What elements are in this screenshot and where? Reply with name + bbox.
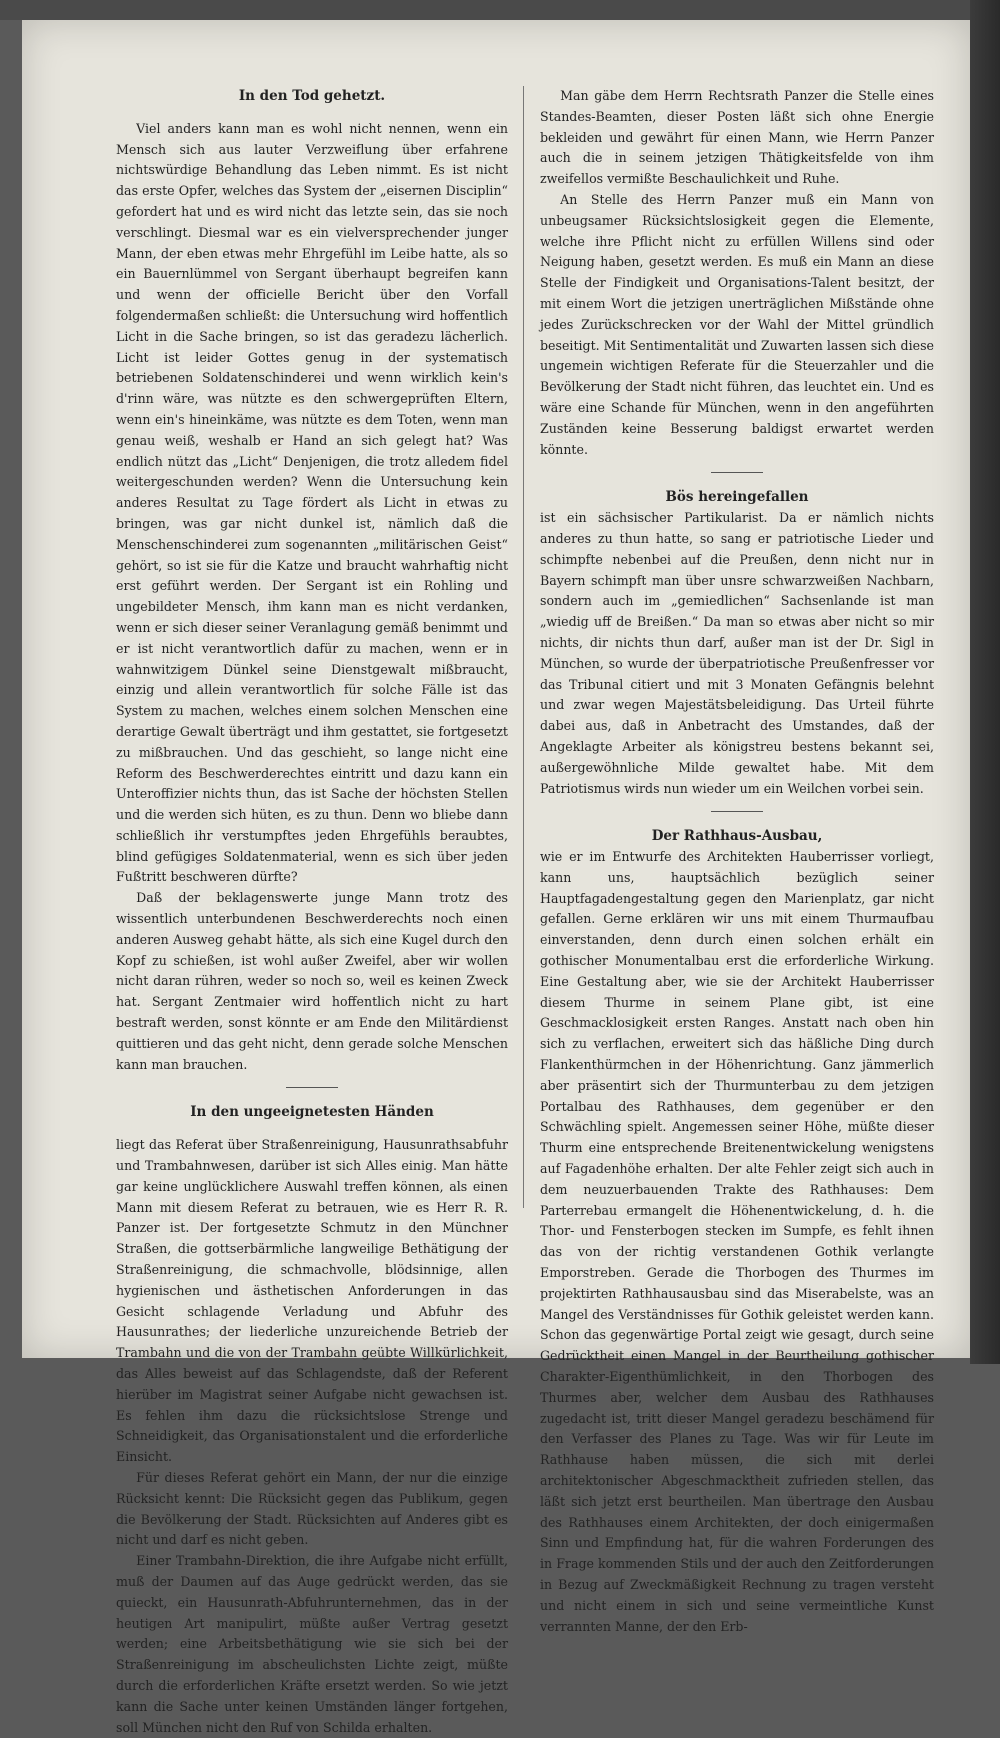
column-divider (523, 86, 524, 1208)
article-separator (286, 1087, 338, 1088)
article-tod-paragraph-1: Viel anders kann man es wohl nicht nennen, wenn ein Mensch sich aus lauter Verzweiflung über erfahrene nichtswürdige Behandlung das Leben nimmt. Es ist nicht das erste Opfer, welches das System der „eisernen Disciplin“ gefordert hat und es wird nicht das letzte sein, das sie noch verschlingt. Diesmal war es ein vielversprechender junger Mann, der eben etwas mehr Ehrgefühl im Leibe hatte, als so ein Bauernlümmel von Sergant überhaupt begreifen kann und wenn der officielle Bericht über den Vorfall folgendermaßen schließt: die Untersuchung wird hoffentlich Licht in die Sache bringen, so ist das geradezu lächerlich. Licht ist leider Gottes genug in der systematisch betriebenen Soldatenschinderei und wenn wirklich kein's d'rinn wäre, was nützte es den schwergeprüften Eltern, wenn ein's hineinkäme, was nützte es dem Toten, wenn man genau weiß, weshalb er Hand an sich gelegt hat? Was endlich nützt das „Licht“ Denjenigen, die trotz alledem fidel weitergeschunden werden? Wenn die Untersuchung kein anderes Resultat zu Tage fördert als Licht in etwas zu bringen, was gar nicht dunkel ist, nämlich daß die Menschenschinderei zum sogenannten „militärischen Geist“ gehört, so ist sie für die Katze und braucht wahrhaftig nicht erst geführt werden. Der Sergant ist ein Rohling und ungebildeter Mensch, ihm kann man es nicht verdanken, wenn er sich dieser seiner Veranlagung gemäß benimmt und er ist nicht verantwortlich dafür zu machen, wenn er in wahnwitzigem Dünkel seine Dienstgewalt mißbraucht, einzig und allein verantwortlich für solche Fälle ist das System zu machen, welches einem solchen Menschen eine derartige Gewalt überträgt und ihm gestattet, sie fortgesetzt zu mißbrauchen. Und das geschieht, so lange nicht eine Reform des Beschwerderechtes eintritt und dazu kann ein Unteroffizier nichts thun, das ist Sache der höchsten Stellen und die werden sich hüten, es zu thun. Denn wo bliebe dann schließlich ihr verstumpftes jeden Ehrgefühls beraubtes, blind gefügiges Soldatenmaterial, wenn es sich über jeden Fußtritt beschweren dürfte? (116, 120, 508, 885)
article-title-rathhaus: Der Rathhaus-Ausbau, (651, 828, 823, 845)
article-title-haenden: In den ungeeignetesten Händen (190, 1104, 434, 1121)
article-rathhaus-paragraph-1: wie er im Entwurfe des Architekten Hauberrisser vorliegt, kann uns, hauptsächlich bezüglich seiner Hauptfagadengestaltung gegen den Marienplatz, gar nicht gefallen. Gerne erklären wir uns mit einem Thurmaufbau einverstanden, denn durch einen solchen erhält ein gothischer Monumentalbau erst die erforderliche Wirkung. Eine Gestaltung aber, wie sie der Architekt Hauberrisser diesem Thurme in seinem Plane gibt, ist eine Geschmacklosigkeit ersten Ranges. Anstatt nach oben hin sich zu verflachen, erweitert sich das häßliche Ding durch Flankenthürmchen in der Höhenrichtung. Ganz jämmerlich aber präsentirt sich der Thurmunterbau zu dem jetzigen Portalbau des Rathhauses, dem gegenüber er den Schwächling spielt. Angemessen seiner Höhe, müßte dieser Thurm eine entsprechende Breitenentwickelung wenigstens auf Fagadenhöhe erhalten. Der alte Fehler zeigt sich auch in dem neuzuerbauenden Trakte des Rathhauses: Dem Parterrebau ermangelt die Höhenentwickelung, d. h. die Thor- und Fensterbogen stecken im Sumpfe, es fehlt ihnen das von der richtig verstandenen Gothik verlangte Emporstreben. Gerade die Thorbogen des Thurmes im projektirten Rathhausausbau sind das Miserabelste, was an Mangel des Verständnisses für Gothik geleistet werden kann. Schon das gegenwärtige Portal zeigt wie gesagt, durch seine Gedrücktheit einen Mangel in der Beurtheilung gothischer Charakter-Eigenthümlichkeit, in den Thorbogen des Thurmes aber, welcher dem Ausbau des Rathhauses zugedacht ist, tritt dieser Mangel geradezu beschämend für den Verfasser des Planes zu Tage. Was wir für Leute im Rathhause haben müssen, die sich mit derlei architektonischer Abgeschmacktheit zufrieden stellen, das läßt sich jetzt erst beurtheilen. Man übertrage den Ausbau des Rathhauses einem Architekten, der doch einigermaßen Sinn und Empfindung hat, für die wahren Forderungen des in Frage kommenden Stils und der auch den Zeitforderungen in Bezug auf Zweckmäßigkeit Rechnung zu tragen versteht und nicht einem in sich und seine vermeintliche Kunst verrannten Manne, der den Erb- (540, 849, 934, 1634)
article-separator (711, 472, 763, 473)
article-tod-paragraph-2: Daß der beklagenswerte junge Mann trotz des wissentlich unterbundenen Beschwerderechts noch einen anderen Ausweg gehabt hätte, als sich eine Kugel durch den Kopf zu schießen, ist wohl außer Zweifel, aber wir wollen nicht daran rühren, weder so noch so, weil es keinen Zweck hat. Sergant Zentmaier wird hoffentlich nicht zu hart bestraft werden, sonst könnte er am Ende den Militärdienst quittieren und das geht nicht, denn gerade solche Menschen kann man brauchen. (116, 890, 508, 1072)
article-haenden-paragraph-1: liegt das Referat über Straßenreinigung, Hausunrathsabfuhr und Trambahnwesen, darüber ist sich Alles einig. Man hätte gar keine unglücklichere Auswahl treffen können, als einen Mann mit diesem Referat zu betrauen, wie es Herr R. R. Panzer ist. Der fortgesetzte Schmutz in den Münchner Straßen, die gottserbärmliche langweilige Bethätigung der Straßenreinigung, die schmachvolle, blödsinnige, allen hygienischen und ästhetischen Anforderungen in das Gesicht schlagende Verladung und Abfuhr des Hausunrathes; der liederliche unzureichende Betrieb der Trambahn und die von der Trambahn geübte Willkürlichkeit, das Alles beweist auf das Schlagendste, daß der Referent hierüber im Magistrat seiner Aufgabe nicht gewachsen ist. Es fehlen ihm dazu die rücksichtslose Strenge und Schneidigkeit, das Organisationstalent und die erforderliche Einsicht. (116, 1137, 508, 1465)
article-title-tod: In den Tod gehetzt. (238, 88, 386, 104)
article-haenden-paragraph-4: Man gäbe dem Herrn Rechtsrath Panzer die Stelle eines Standes-Beamten, dieser Posten läßt sich ohne Energie bekleiden und gewährt für einen Mann, wie Herrn Panzer auch die in seinem jetzigen Thätigkeitsfelde von ihm zweifellos vermißte Beschaulichkeit und Ruhe. (540, 88, 934, 187)
scan-right-edge (970, 0, 1000, 1364)
article-haenden-paragraph-3: Einer Trambahn-Direktion, die ihre Aufgabe nicht erfüllt, muß der Daumen auf das Auge gedrückt werden, das sie quieckt, ein Hausunrath-Abfuhrunternehmen, das in der heutigen Art manipulirt, müßte außer Vertrag gesetzt werden; eine Arbeitsbethätigung wie sie sich bei der Straßenreinigung im abscheulichsten Lichte zeigt, müßte durch die erforderlichen Kräfte ersetzt werden. So wie jetzt kann die Sache unter keinen Umständen länger fortgehen, soll München nicht den Ruf von Schilda erhalten. (116, 1553, 508, 1735)
right-column (540, 86, 934, 1637)
article-boes-paragraph-1: ist ein sächsischer Partikularist. Da er nämlich nichts anderes zu thun hatte, so sang er patriotische Lieder und schimpfte nebenbei auf die Preußen, denn nicht nur in Bayern schimpft man über unsre schwarzweißen Nachbarn, sondern auch im „gemiedlichen“ Sachsenlande ist man „wiedig uff de Breißen.“ Da man so etwas aber nicht so mir nichts, dir nichts thun darf, außer man ist der Dr. Sigl in München, so wurde der überpatriotische Preußenfresser vor das Tribunal citiert und mit 3 Monaten Gefängnis belehnt und zwar wegen Majestätsbeleidigung. Das Urteil führte dabei aus, daß in Anbetracht des Umstandes, daß der Angeklagte Arbeiter als königstreu bestens bekannt sei, außergewöhnliche Milde gewaltet habe. Mit dem Patriotismus wirds nun wieder um ein Weilchen vorbei sein. (540, 510, 934, 796)
article-haenden-paragraph-5: An Stelle des Herrn Panzer muß ein Mann von unbeugsamer Rücksichtslosigkeit gegen die Elemente, welche ihre Pflicht nicht zu erfüllen Willens sind oder Neigung haben, gesetzt werden. Es muß ein Mann an diese Stelle der Findigkeit und Organisations-Talent besitzt, der mit einem Wort die jetzigen unerträglichen Mißstände ohne jedes Zurückschrecken vor der Wahl der Mittel gründlich beseitigt. Mit Sentimentalität und Zuwarten lassen sich diese ungemein wichtigen Referate für die Steuerzahler und die Bevölkerung der Stadt nicht führen, das leuchtet ein. Und es wäre eine Schande für München, wenn in den angeführten Zuständen keine Besserung baldigst erwartet werden könnte. (540, 191, 934, 457)
article-separator (711, 811, 763, 812)
article-title-boes: Bös hereingefallen (665, 489, 809, 506)
scan-top-edge (0, 0, 1000, 20)
left-column (116, 86, 508, 1738)
article-haenden-paragraph-2: Für dieses Referat gehört ein Mann, der nur die einzige Rücksicht kennt: Die Rücksicht gegen das Publikum, gegen die Bevölkerung der Stadt. Rücksichten auf Anderes gibt es nicht und darf es nicht geben. (116, 1470, 508, 1548)
